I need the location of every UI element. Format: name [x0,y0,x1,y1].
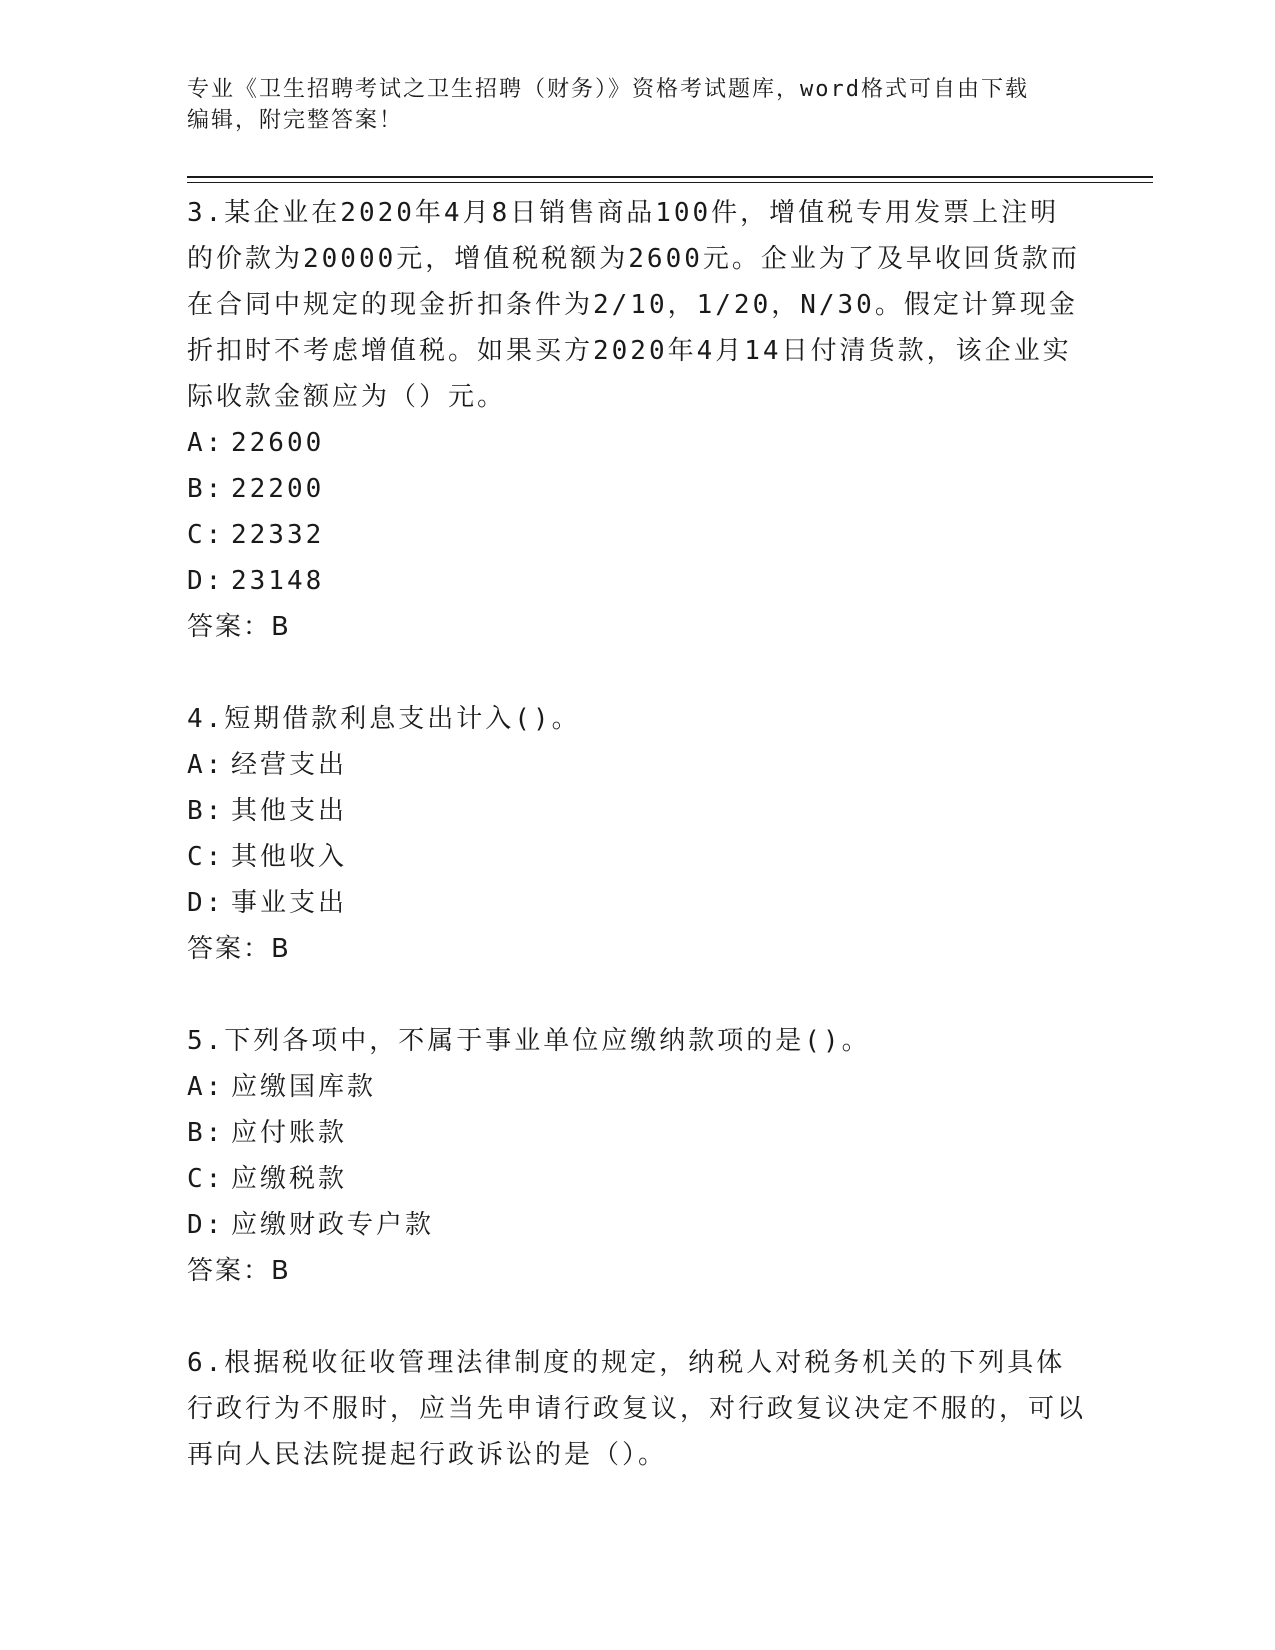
answer-line: 答案：B [187,612,291,642]
option-text: 22600 [231,428,325,458]
option-letter: A: [187,428,225,458]
option-letter: B: [187,796,225,826]
question-stem: 6.根据税收征收管理法律制度的规定，纳税人对税务机关的下列具体行政行为不服时，应当先申请行政复议，对行政复议决定不服的，可以再向人民法院提起行政诉讼的是（）。 [187,1348,1087,1470]
option-list [187,742,1087,926]
option-c [187,1156,1087,1202]
option-letter: B: [187,474,225,504]
option-c [187,834,1087,880]
option-text: 其他支出 [231,796,348,826]
question-stem: 5.下列各项中，不属于事业单位应缴纳款项的是()。 [187,1026,871,1056]
option-b [187,466,1087,512]
option-text: 应缴税款 [231,1164,348,1194]
option-letter: B: [187,1118,225,1148]
option-letter: D: [187,1210,225,1240]
option-text: 23148 [231,566,325,596]
option-b [187,1110,1087,1156]
question-5 [187,1018,1087,1294]
option-text: 其他收入 [231,842,348,872]
option-d [187,558,1087,604]
answer-line: 答案：B [187,934,291,964]
option-text: 事业支出 [231,888,348,918]
question-3 [187,190,1087,650]
option-d [187,880,1087,926]
document-header [187,74,1067,136]
option-list [187,1064,1087,1248]
header-divider-thick [187,176,1153,178]
header-line-1: 专业《卫生招聘考试之卫生招聘（财务）》资格考试题库，word格式可自由下载 [187,77,1029,102]
option-text: 应缴财政专户款 [231,1210,435,1240]
answer-line: 答案：B [187,1256,291,1286]
question-stem: 4.短期借款利息支出计入()。 [187,704,581,734]
option-list [187,420,1087,604]
option-text: 22332 [231,520,325,550]
question-stem: 3.某企业在2020年4月8日销售商品100件，增值税专用发票上注明的价款为20000元，增值税税额为2600元。企业为了及早收回货款而在合同中规定的现金折扣条件为2/10，1/20，N/30。假定计算现金折扣时不考虑增值税。如果买方2020年4月14日付清货款，该企业实际收款金额应为（）元。 [187,198,1080,412]
option-text: 应缴国库款 [231,1072,377,1102]
option-letter: D: [187,566,225,596]
option-letter: C: [187,1164,225,1194]
option-text: 22200 [231,474,325,504]
option-letter: D: [187,888,225,918]
option-text: 应付账款 [231,1118,348,1148]
header-line-2: 编辑，附完整答案！ [187,108,404,133]
option-text: 经营支出 [231,750,348,780]
question-6 [187,1340,1087,1478]
option-c [187,512,1087,558]
option-letter: A: [187,750,225,780]
option-letter: C: [187,520,225,550]
option-d [187,1202,1087,1248]
option-a [187,1064,1087,1110]
option-a [187,742,1087,788]
header-divider-thin [187,182,1153,183]
option-letter: A: [187,1072,225,1102]
question-list [187,190,1087,1524]
option-b [187,788,1087,834]
question-4 [187,696,1087,972]
option-letter: C: [187,842,225,872]
option-a [187,420,1087,466]
